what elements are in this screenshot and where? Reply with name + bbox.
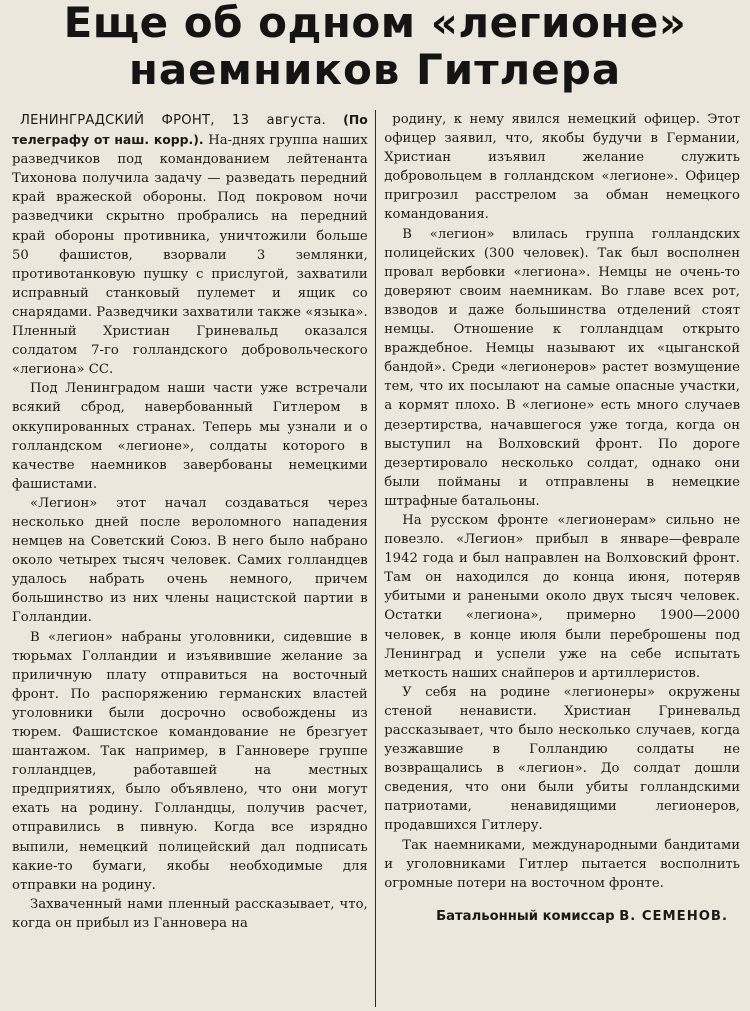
left-column: [12, 110, 375, 1007]
signature-name: В. СЕМЕНОВ.: [619, 908, 728, 924]
paragraph: У себя на родине «легионеры» окружены стеной ненависти. Христиан Гриневальд рассказывает, что было несколько случаев, когда уезжавшие в Голландию солдаты не возвращались в «легион». До солдат дошли сведения, что они были убиты голландскими патриотами, ненавидящими легионеров, продавшихся Гитлеру.: [384, 684, 740, 834]
paragraph: На русском фронте «легионерам» сильно не повезло. «Легион» прибыл в январе—феврале 1942 года и был направлен на Волховский фронт. Там он находился до конца июня, потеряв убитыми и ранеными около двух тысяч человек. Остатки «легиона», примерно 1900—2000 человек, в конце июля были переброшены под Ленинград и успели уже на себе испытать меткость наших снайперов и артиллеристов.: [384, 512, 740, 681]
signature: [384, 907, 740, 926]
right-column: [376, 110, 740, 1007]
paragraph: Под Ленинградом наши части уже встречали всякий сброд, навербованный Гитлером в оккупированных странах. Теперь мы узнали и о голландском «легионе», солдаты которого в качестве наемников завербованы немецкими фашистами.: [12, 381, 368, 492]
paragraph: родину, к нему явился немецкий офицер. Этот офицер заявил, что, якобы будучи в Германии, Христиан изъявил желание служить добровольцем в голландском «легионе». Офицер пригрозил расстрелом за обман немецкого командования.: [384, 112, 740, 223]
wire-credit: (По телеграфу от наш. корр.).: [12, 112, 368, 148]
headline-line-1: Еще об одном «легионе»: [63, 0, 687, 47]
lead-text: На-днях группа наших разведчиков под командованием лейтенанта Тихонова получила задачу — разведать передний край вражеской обороны. Под покровом ночи разведчики скрытно пробрались на передний край обороны противника, уничтожили больше 50 фашистов, взорвали 3 землянки, противотанковую пушку с прислугой, захватили исправный станковый пулемет и ящик со снарядами. Разведчики захватили также «языка». Пленный Христиан Гриневальд оказался солдатом 7-го голландского добровольческого «легиона» СС.: [12, 133, 368, 378]
dateline: ЛЕНИНГРАДСКИЙ ФРОНТ, 13 августа.: [20, 113, 326, 128]
signature-title: Батальонный комиссар: [436, 908, 615, 924]
paragraph: В «легион» влилась группа голландских полицейских (300 человек). Так был восполнен провал вербовки «легиона». Немцы не очень-то доверяют своим наемникам. Во главе всех рот, взводов и даже большинства отделений стоят немцы. Отношение к голландцам открыто враждебное. Немцы называют их «цыганской бандой». Среди «легионеров» растет возмущение тем, что их посылают на самые опасные участки, а кормят плохо. В «легионе» есть много случаев дезертирства, начавшегося уже тогда, когда он выступил на Волховский фронт. По дороге дезертировало несколько солдат, однако они были пойманы и отправлены в немецкие штрафные батальоны.: [384, 226, 740, 509]
paragraph: В «легион» набраны уголовники, сидевшие в тюрьмах Голландии и изъявившие желание за приличную плату отправиться на восточный фронт. По распоряжению германских властей уголовники были досрочно освобождены из тюрем. Фашистское командование не брезгует шантажом. Так например, в Ганновере группе голландцев, работавшей на местных предприятиях, было объявлено, что они могут ехать на родину. Голландцы, получив расчет, отправились в пивную. Когда все изрядно выпили, немецкий полицейский дал подписать какие-то бумаги, якобы необходимые для отправки на родину.: [12, 629, 368, 893]
paragraph: Захваченный нами пленный рассказывает, что, когда он прибыл из Ганновера на: [12, 896, 368, 931]
article-columns: [12, 110, 740, 1007]
paragraph: Так наемниками, международными бандитами и уголовниками Гитлер пытается восполнить огромные потери на восточном фронте.: [384, 837, 740, 891]
lead-paragraph: [12, 110, 368, 379]
headline: [6, 0, 744, 92]
headline-line-2: наемников Гитлера: [128, 44, 622, 94]
paragraph: «Легион» этот начал создаваться через несколько дней после вероломного нападения немцев на Советский Союз. В него было набрано около четырех тысяч человек. Самих голландцев удалось набрать очень немного, причем большинство из них члены нацистской партии в Голландии.: [12, 495, 368, 626]
